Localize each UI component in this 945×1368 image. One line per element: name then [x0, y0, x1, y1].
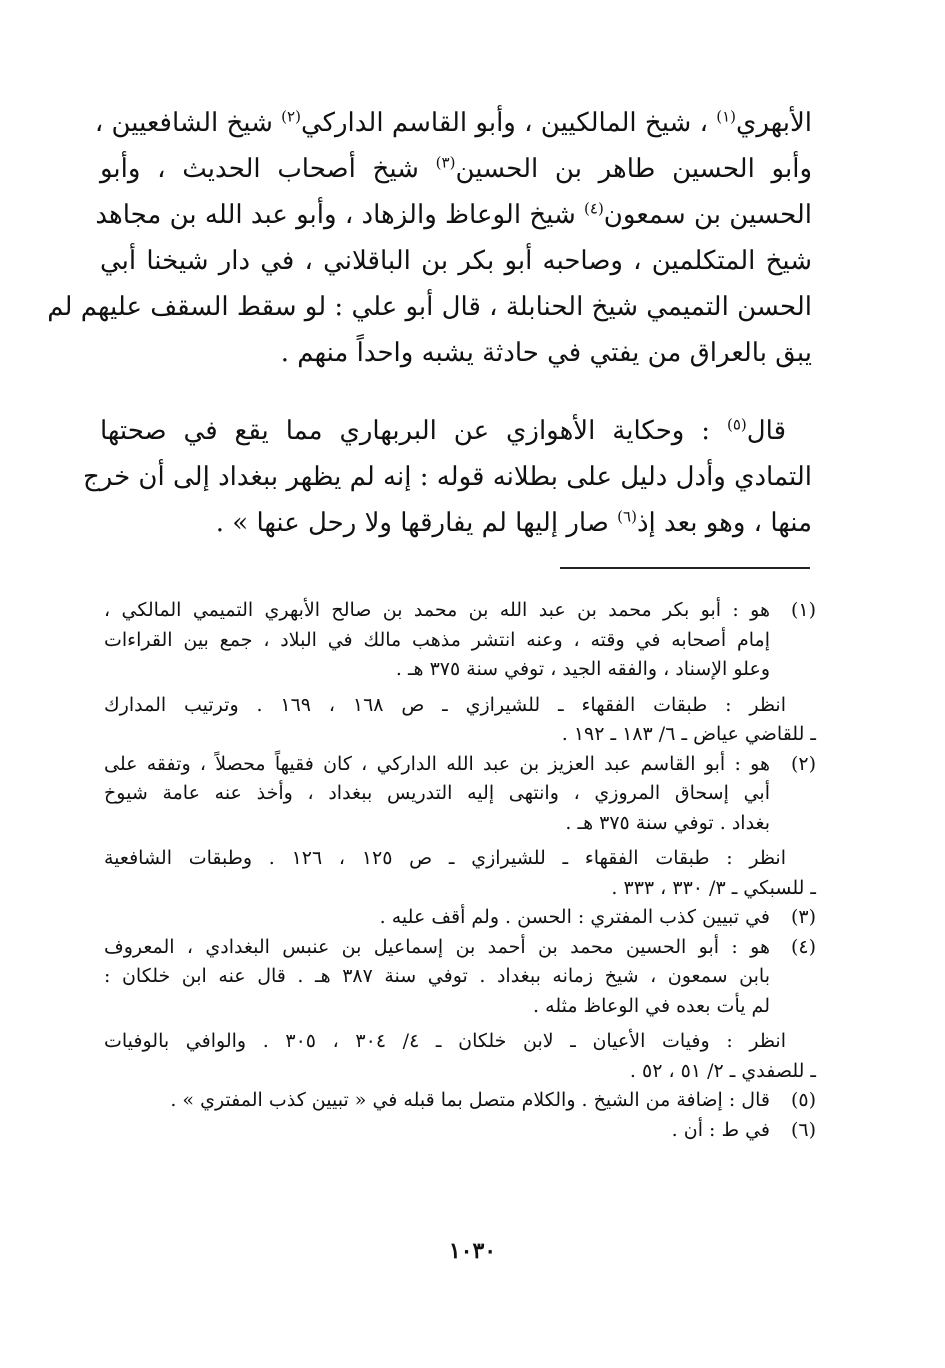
footnote-body [104, 691, 816, 750]
footnote-line: إمام أصحابه في وقته ، وعنه انتشر مذهب مالك في البلاد ، جمع بين القراءات [104, 628, 770, 651]
footnote-line: هو : أبو الحسين محمد بن أحمد بن إسماعيل بن عنبس البغدادي ، المعروف [104, 935, 770, 958]
footnote-ref-6[interactable]: (٦) [617, 507, 637, 526]
footnote-line: في تبيين كذب المفتري : الحسن . ولم أقف عليه . [379, 906, 770, 928]
footnote-body [104, 596, 770, 685]
footnote-line: ـ للصفدي ـ ٢/ ٥١ ، ٥٢ . [629, 1059, 816, 1082]
footnote-4-references [104, 1027, 816, 1086]
footnote-line: أبي إسحاق المروزي ، وانتهى إليه التدريس ببغداد ، وأخذ عنه عامة شيوخ [104, 782, 770, 804]
text-line: الأبهري$^{(١)}$ ، شيخ المالكيين ، وأبو القاسم الداركي$^{(٢)}$ شيخ الشافعيين ، [94, 107, 812, 138]
footnote-body [104, 844, 816, 903]
footnote-2 [104, 750, 816, 839]
footnote-2-references [104, 844, 816, 903]
footnote-divider [560, 567, 810, 569]
footnote-number: (٣) [790, 906, 816, 928]
footnote-line: انظر : طبقات الفقهاء ـ للشيرازي ـ ص ١٦٨ ، ١٦٩ . وترتيب المدارك [104, 693, 786, 716]
footnote-line: ـ للقاضي عياض ـ ٦/ ١٨٣ ـ ١٩٢ . [561, 723, 816, 745]
footnote-ref-2[interactable]: (٢) [281, 107, 301, 126]
text-line: وأبو الحسين طاهر بن الحسين$^{(٣)}$ شيخ أصحاب الحديث ، وأبو [100, 153, 812, 184]
footnote-number: (٥) [790, 1089, 816, 1111]
footnote-1 [104, 596, 816, 685]
footnote-number: (٦) [790, 1118, 816, 1141]
text-line: شيخ المتكلمين ، وصاحبه أبو بكر بن الباقلاني ، في دار شيخنا أبي [100, 246, 812, 276]
footnote-line: ـ للسبكي ـ ٣/ ٣٣٠ ، ٣٣٣ . [611, 876, 816, 899]
footnote-number: (٢) [790, 752, 816, 775]
footnote-line: هو : أبو بكر محمد بن عبد الله بن محمد بن صالح الأبهري التميمي المالكي ، [104, 599, 770, 621]
footnote-body [104, 933, 770, 1022]
footnote-number: (٤) [790, 935, 816, 958]
footnote-ref-5[interactable]: (٥) [726, 415, 747, 434]
footnote-6 [104, 1116, 816, 1146]
footnote-body [104, 903, 770, 933]
footnote-line: بغداد . توفي سنة ٣٧٥ هـ . [565, 811, 770, 834]
footnote-1-references [104, 691, 816, 750]
footnote-line: انظر : وفيات الأعيان ـ لابن خلكان ـ ٤/ ٣٠٤ ، ٣٠٥ . والوافي بالوفيات [104, 1030, 786, 1052]
footnote-number: (١) [790, 599, 816, 621]
footnote-body [104, 750, 770, 839]
page-number: ١٠٣٠ [448, 1238, 497, 1264]
footnote-body [104, 1086, 770, 1116]
footnote-ref-3[interactable]: (٣) [435, 153, 456, 172]
footnotes [104, 596, 816, 1145]
footnote-line: انظر : طبقات الفقهاء ـ للشيرازي ـ ص ١٢٥ ، ١٢٦ . وطبقات الشافعية [104, 847, 786, 869]
footnote-line: لم يأت بعده في الوعاظ مثله . [533, 994, 770, 1017]
text-line: يبق بالعراق من يفتي في حادثة يشبه واحداً منهم . [280, 338, 812, 368]
footnote-body [104, 1027, 816, 1086]
text-line: منها ، وهو بعد إذ$^{(٦)}$ صار إليها لم يفارقها ولا رحل عنها » . [215, 507, 812, 538]
footnote-5 [104, 1086, 816, 1116]
footnote-ref-1[interactable]: (١) [716, 107, 737, 126]
footnote-line: وعلو الإسناد ، والفقه الجيد ، توفي سنة ٣٧٥ هـ . [395, 658, 770, 680]
text-line: الحسين بن سمعون$^{(٤)}$ شيخ الوعاظ والزهاد ، وأبو عبد الله بن مجاهد [95, 199, 812, 230]
footnote-4 [104, 933, 816, 1022]
footnote-line: قال : إضافة من الشيخ . والكلام متصل بما قبله في « تبيين كذب المفتري » . [170, 1089, 770, 1111]
footnote-line: هو : أبو القاسم عبد العزيز بن عبد الله الداركي ، كان فقيهاً محصلاً ، وتفقه على [104, 752, 770, 775]
text-line: الحسن التميمي شيخ الحنابلة ، قال أبو علي : لو سقط السقف عليهم لم [47, 292, 812, 322]
text-line: قال$^{(٥)}$ : وحكاية الأهوازي عن البربهاري مما يقع في صحتها [100, 415, 786, 446]
footnote-ref-4[interactable]: (٤) [584, 199, 604, 218]
footnote-3 [104, 903, 816, 933]
footnote-line: في ط : أن . [671, 1118, 770, 1141]
main-paragraph-1 [47, 100, 812, 376]
footnote-line: بابن سمعون ، شيخ زمانه ببغداد . توفي سنة ٣٨٧ هـ . قال عنه ابن خلكان : [104, 965, 770, 987]
footnote-body [104, 1116, 770, 1146]
main-paragraph-2 [82, 408, 812, 546]
text-line: التمادي وأدل دليل على بطلانه قوله : إنه لم يظهر ببغداد إلى أن خرج [82, 462, 812, 492]
